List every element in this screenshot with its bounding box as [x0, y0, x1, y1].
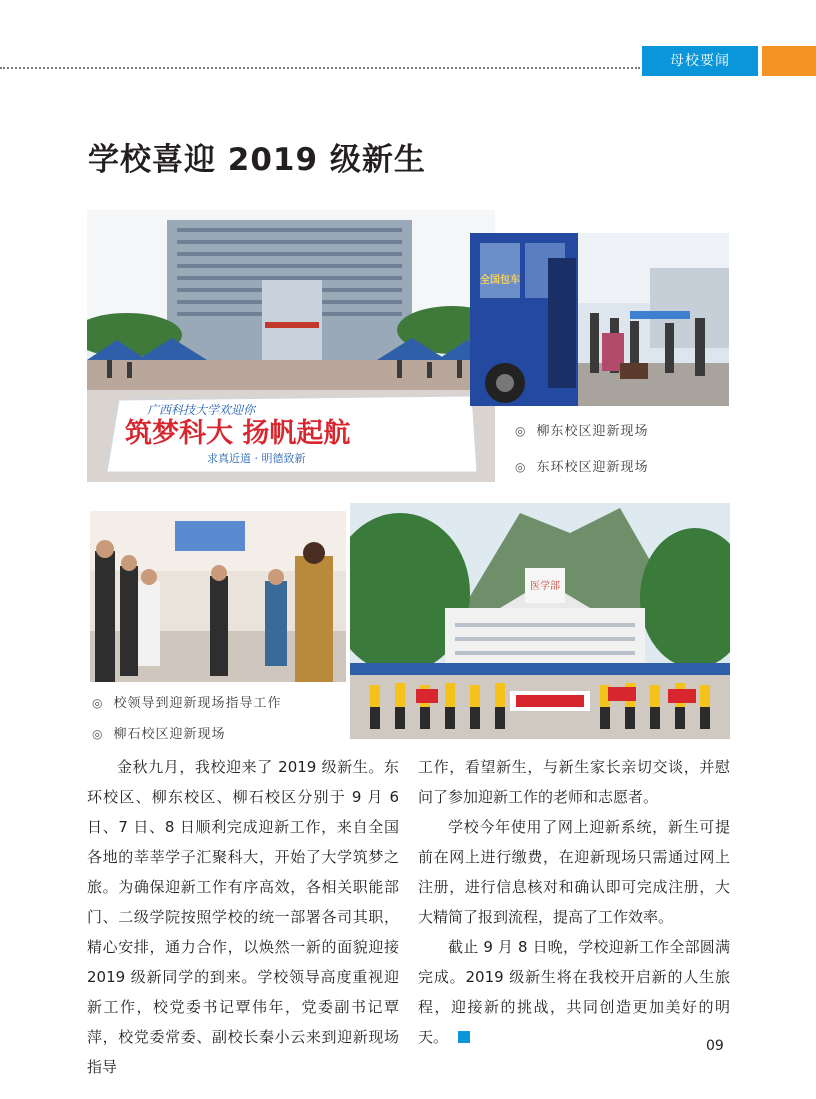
caption-bullet-icon: ◎ [92, 727, 104, 741]
article-end-mark-icon [458, 1031, 470, 1043]
article-paragraph: 工作，看望新生，与新生家长亲切交谈，并慰问了参加迎新工作的老师和志愿者。 [418, 758, 730, 806]
caption-bullet-icon: ◎ [515, 460, 527, 474]
article-column-left [87, 752, 399, 1082]
section-tab: 母校要闻 [642, 46, 758, 76]
header-dotted-rule [0, 67, 640, 69]
photo-liushi-campus [350, 503, 730, 739]
building-sign: 医学部 [530, 581, 560, 592]
page-number: 09 [706, 1038, 724, 1054]
photo-bus-arrival [470, 233, 729, 406]
article-paragraph: 截止 9 月 8 日晚，学校迎新工作全部圆满完成。2019 级新生将在我校开启新的人生旅程，迎接新的挑战，共同创造更加美好的明天。 [418, 938, 730, 1046]
caption-bullet-icon: ◎ [515, 424, 527, 438]
banner-top-text: 广西科技大学欢迎你 [147, 403, 256, 417]
caption-liushi: ◎ 柳石校区迎新现场 [92, 727, 226, 742]
caption-leaders: ◎ 校领导到迎新现场指导工作 [92, 696, 282, 711]
banner-motto: 求真近道 · 明德致新 [207, 452, 306, 465]
article-paragraph: 金秋九月，我校迎来了 2019 级新生。东环校区、柳东校区、柳石校区分别于 9 月 6 日、7 日、8 日顺利完成迎新工作，来自全国各地的莘莘学子汇聚科大，开始了大学筑梦之旅。为确保迎新工作有序高效，各相关职能部门、二级学院按照学校的统一部署各司其职，精心安排，通力合作，以焕然一新的面貌迎接 2019 级新同学的到来。学校领导高度重视迎新工作，校党委书记覃伟年，党委副书记覃萍，校党委常委、副校长秦小云来到迎新现场指导 [87, 758, 399, 1076]
photo-dongguan-campus [87, 210, 495, 482]
article-paragraph: 学校今年使用了网上迎新系统，新生可提前在网上进行缴费，在迎新现场只需通过网上注册，进行信息核对和确认即可完成注册，大大精简了报到流程，提高了工作效率。 [418, 818, 730, 926]
banner-slogan: 筑梦科大 扬帆起航 [125, 418, 351, 449]
caption-donghuan: ◎ 东环校区迎新现场 [515, 460, 649, 475]
caption-bullet-icon: ◎ [92, 696, 104, 710]
photo-leaders-visit [90, 511, 346, 682]
caption-liudong: ◎ 柳东校区迎新现场 [515, 424, 649, 439]
article-title: 学校喜迎 2019 级新生 [88, 142, 426, 178]
bus-sign-text: 全国包车 [480, 275, 520, 286]
article-column-right [418, 752, 730, 1052]
section-tab-accent [762, 46, 816, 76]
